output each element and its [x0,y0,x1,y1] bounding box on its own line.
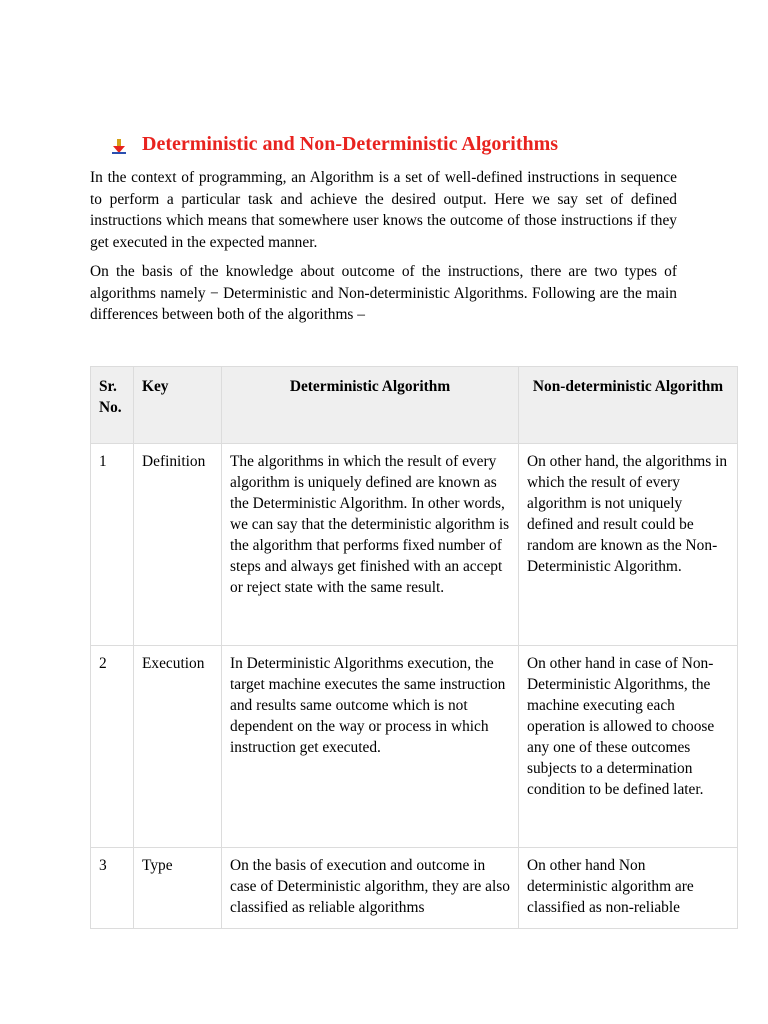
row-number: 3 [91,848,134,929]
row-deterministic: The algorithms in which the result of every algorithm is uniquely defined are known as the Deterministic Algorithm. In other words, we can say that the deterministic algorithm is the algorithm that performs fixed number of steps and always get finished with an accept or reject state with the same result. [222,444,519,646]
header-key: Key [134,367,222,444]
row-key: Type [134,848,222,929]
header-deterministic: Deterministic Algorithm [222,367,519,444]
row-non-deterministic: On other hand, the algorithms in which the result of every algorithm is not uniquely defined and result could be random are known as the Non-Deterministic Algorithm. [519,444,738,646]
row-deterministic: On the basis of execution and outcome in case of Deterministic algorithm, they are also classified as reliable algorithms [222,848,519,929]
row-non-deterministic: On other hand Non deterministic algorithm are classified as non-reliable [519,848,738,929]
section-title: Deterministic and Non-Deterministic Algorithms [142,132,559,155]
intro-paragraph: In the context of programming, an Algorithm is a set of well-defined instructions in sequence to perform a particular task and achieve the desired output. Here we say set of defined instructions which means that somewhere user knows the outcome of those instructions if they get executed in the expected manner. [90,169,677,251]
table-row [91,646,738,848]
table-row [91,444,738,646]
row-non-deterministic: On other hand in case of Non-Deterministic Algorithms, the machine executing each operation is allowed to choose any one of these outcomes subjects to a determination condition to be defined later. [519,646,738,848]
section-heading [112,130,558,158]
differences-paragraph: On the basis of the knowledge about outcome of the instructions, there are two types of algorithms namely − Deterministic and Non-deterministic Algorithms. Following are the main differences between both of the algorithms – [90,263,677,323]
row-key: Execution [134,646,222,848]
row-deterministic: In Deterministic Algorithms execution, the target machine executes the same instruction and results same outcome which is not dependent on the way or process in which instruction get executed. [222,646,519,848]
table-header-row [91,367,738,444]
row-number: 1 [91,444,134,646]
row-key: Definition [134,444,222,646]
header-non-deterministic: Non-deterministic Algorithm [519,367,738,444]
arrow-down-bullet-icon [112,138,126,154]
header-sr-no: Sr. No. [91,367,134,444]
comparison-table [90,366,738,929]
row-number: 2 [91,646,134,848]
table-row [91,848,738,929]
